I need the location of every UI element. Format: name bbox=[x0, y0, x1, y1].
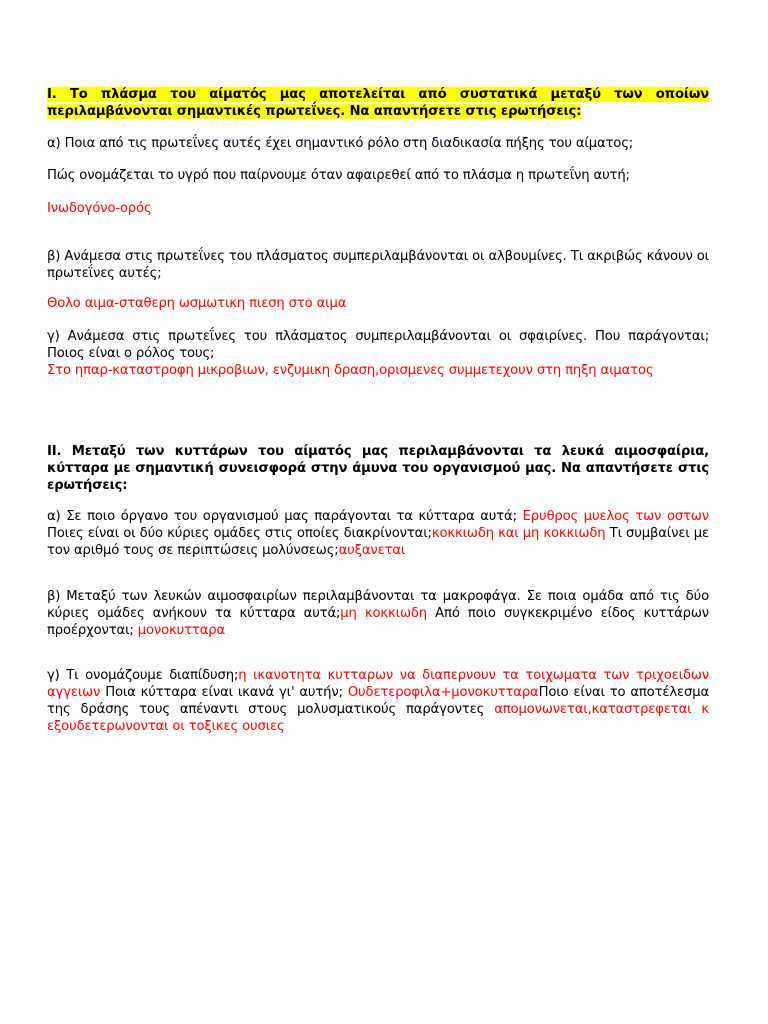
question-1c: γ) Ανάμεσα στις πρωτεΐνες του πλάσματος συμπεριλαμβάνονται οι σφαιρίνες. Που παράγονται; Ποιος είναι ο ρόλος τους; bbox=[47, 329, 709, 361]
question-1a: α) Ποια από τις πρωτεΐνες αυτές έχει σημαντικό ρόλο στη διαδικασία πήξης του αίματος; bbox=[47, 136, 634, 151]
section-1-heading bbox=[47, 86, 709, 120]
answer-1c: Στο ηπαρ-καταστροφη μικροβιων, ενζυμικη δραση,ορισμενες συμμετεχουν στη πηξη αιματος bbox=[47, 363, 654, 378]
question-2c-3: Ποιο είναι το αποτέλεσμα της δράσης τους απέναντι στους μολυσματικούς παράγοντες bbox=[47, 685, 709, 717]
question-2b-1: β) Μεταξύ των λευκών αιμοσφαιρίων περιλαμβάνονται τα μακροφάγα. Σε ποια ομάδα από τις δύο κύριες ομάδες ανήκουν τα κύτταρα αυτά; bbox=[47, 589, 709, 621]
question-2c-block bbox=[47, 667, 709, 735]
answer-2c-1: η ικανοτητα κυτταρων να διαπερνουν τα τοιχωματα των τριχοειδων αγγειων bbox=[47, 668, 709, 700]
answer-2b-2: μονοκυτταρα bbox=[137, 623, 226, 638]
question-2a-2: Ποιες είναι οι δύο κύριες ομάδες στις οποίες διακρίνονται; bbox=[47, 526, 432, 541]
question-1b: β) Ανάμεσα στις πρωτεΐνες του πλάσματος συμπεριλαμβάνονται οι αλβουμίνες. Τι ακριβώς κάνουν οι πρωτεΐνες αυτές; bbox=[47, 249, 709, 281]
answer-2c-3: απομονωνεται,καταστρεφεται κ εξουδετερωνονται οι τοξικες ουσιες bbox=[47, 702, 710, 734]
section-2-heading: II. Μεταξύ των κυττάρων του αίματός μας περιλαμβάνονται τα λευκά αιμοσφαίρια, κύτταρα με σημαντική συνεισφορά στην άμυνα του οργανισμού μας. Να απαντήσετε στις ερωτήσεις: bbox=[47, 444, 709, 493]
question-2b-2: Από ποιο συγκεκριμένο είδος κυττάρων προέρχονται; bbox=[47, 606, 709, 638]
question-2c-1: γ) Τι ονομάζουμε διαπίδυση; bbox=[47, 668, 239, 683]
answer-1b: Θολο αιμα-σταθερη ωσμωτικη πιεση στο αιμα bbox=[47, 296, 347, 311]
answer-1a: Ινωδογόνο-ορός bbox=[47, 201, 152, 216]
answer-2a-3: αυξανεται bbox=[338, 543, 406, 558]
question-2b-block bbox=[47, 588, 709, 639]
answer-2a-1: Ερυθρος μυελος των οστων bbox=[522, 509, 709, 524]
question-2a-block bbox=[47, 508, 709, 559]
question-2c-2: Ποια κύτταρα είναι ικανά γι' αυτήν; bbox=[105, 685, 343, 700]
question-2a-3: Τι συμβαίνει με τον αριθμό τους σε περιπτώσεις μολύνσεως; bbox=[47, 526, 709, 558]
answer-2b-1: μη κοκκιωδη bbox=[340, 606, 428, 621]
answer-2a-2: κοκκιωδη και μη κοκκιωδη bbox=[431, 526, 606, 541]
question-1c-block bbox=[47, 328, 709, 379]
answer-2c-2: Ουδετεροφιλα+μονοκυτταρα bbox=[347, 685, 539, 700]
question-1a-follow: Πώς ονομάζεται το υγρό που παίρνουμε όταν αφαιρεθεί από το πλάσμα η πρωτεΐνη αυτή; bbox=[47, 168, 630, 183]
highlighted-heading: I. Το πλάσμα του αίματός μας αποτελείται από συστατικά μεταξύ των οποίων περιλαμβάνονται σημαντικές πρωτεΐνες. Να απαντήσετε στις ερωτήσεις: bbox=[47, 87, 709, 119]
question-2a-1: α) Σε ποιο όργανο του οργανισμού μας παράγονται τα κύτταρα αυτά; bbox=[47, 509, 517, 524]
